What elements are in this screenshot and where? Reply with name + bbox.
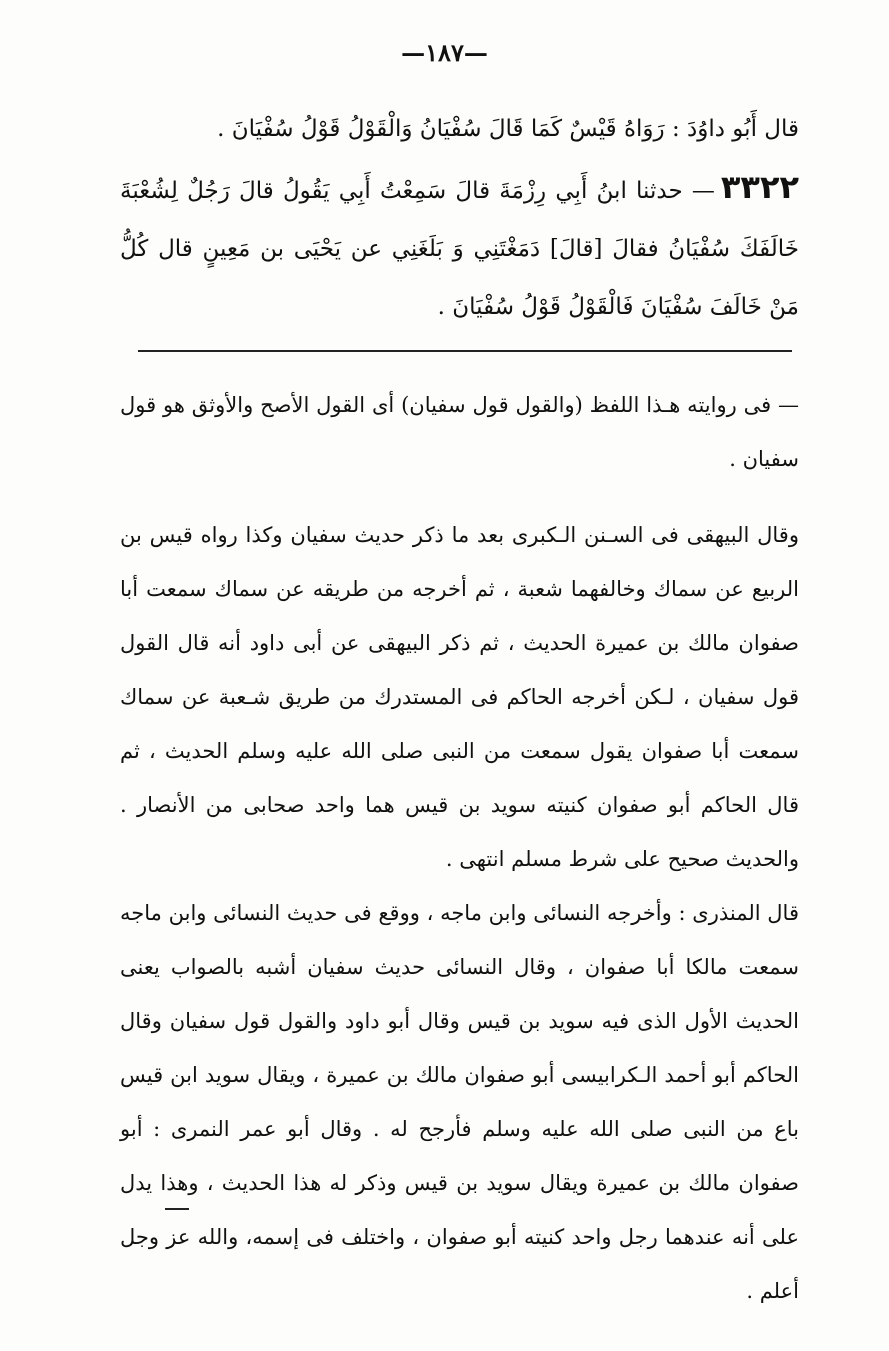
page-number: —١٨٧— (401, 38, 488, 67)
commentary-paragraph-3: قال المنذرى : وأخرجه النسائى وابن ماجه ، ووقع فى حديث النسائى وابن ماجه سمعت مالكا أبا صفوان ، وقال النسائى حديث سفيان أشبه بالصواب يعنى الحديث الأول الذى فيه سويد بن قيس وقال أبو داود والقول قول سفيان وقال الحاكم أبو أحمد الـكرابيسى أبو صفوان مالك بن عميرة ، ويقال سويد ابن قيس باع من النبى صلى الله عليه وسلم فأرجح له . وقال أبو عمر النمرى : أبو صفوان مالك بن عميرة ويقال سويد بن قيس وذكر له هذا الحديث ، وهذا يدل على أنه عندهما رجل واحد كنيته أبو صفوان ، واختلف فى إسمه، والله عز وجل أعلم . (120, 901, 799, 1303)
abu-dawud-remark: قال أَبُو داوُدَ : رَوَاهُ قَيْسٌ كَمَا قَالَ سُفْيَانُ وَالْقَوْلُ قَوْلُ سُفْيَانَ . (217, 116, 799, 142)
footnote-divider (138, 350, 792, 352)
hadith-number: ٣٣٢٢ (720, 168, 799, 206)
hadith-text-block (120, 100, 799, 336)
commentary-paragraph-1: — فى روايته هـذا اللفظ (والقول قول سفيان) أى القول الأصح والأوثق هو قول سفيان . (120, 393, 799, 471)
end-mark (165, 1208, 189, 1210)
commentary-paragraph-2: وقال البيهقى فى السـنن الـكبرى بعد ما ذكر حديث سفيان وكذا رواه قيس بن الربيع عن سماك وخالفهما شعبة ، ثم أخرجه من طريقه عن سماك سمعت أبا صفوان مالك بن عميرة الحديث ، ثم ذكر البيهقى عن أبى داود أنه قال القول قول سفيان ، لـكن أخرجه الحاكم فى المستدرك من طريق شـعبة عن سماك سمعت أبا صفوان يقول سمعت من النبى صلى الله عليه وسلم الحديث ، ثم قال الحاكم أبو صفوان كنيته سويد بن قيس هما واحد صحابى من الأنصار . والحديث صحيح على شرط مسلم انتهى . (120, 523, 799, 871)
hadith-paragraph (120, 158, 799, 336)
hadith-body: — حدثنا ابنُ أَبِي رِزْمَةَ قالَ سَمِعْتُ أَبِي يَقُولُ قالَ رَجُلٌ لِشُعْبَةَ خَالَفَكَ سُفْيَانُ فقالَ [قالَ] دَمَغْتَنِي وَ بَلَغَنِي عن يَحْيَى بن مَعِينٍ قال كُلُّ مَنْ خَالَفَ سُفْيَانَ فَالْقَوْلُ قَوْلُ سُفْيَانَ . (120, 178, 799, 320)
commentary-block (120, 378, 799, 1340)
